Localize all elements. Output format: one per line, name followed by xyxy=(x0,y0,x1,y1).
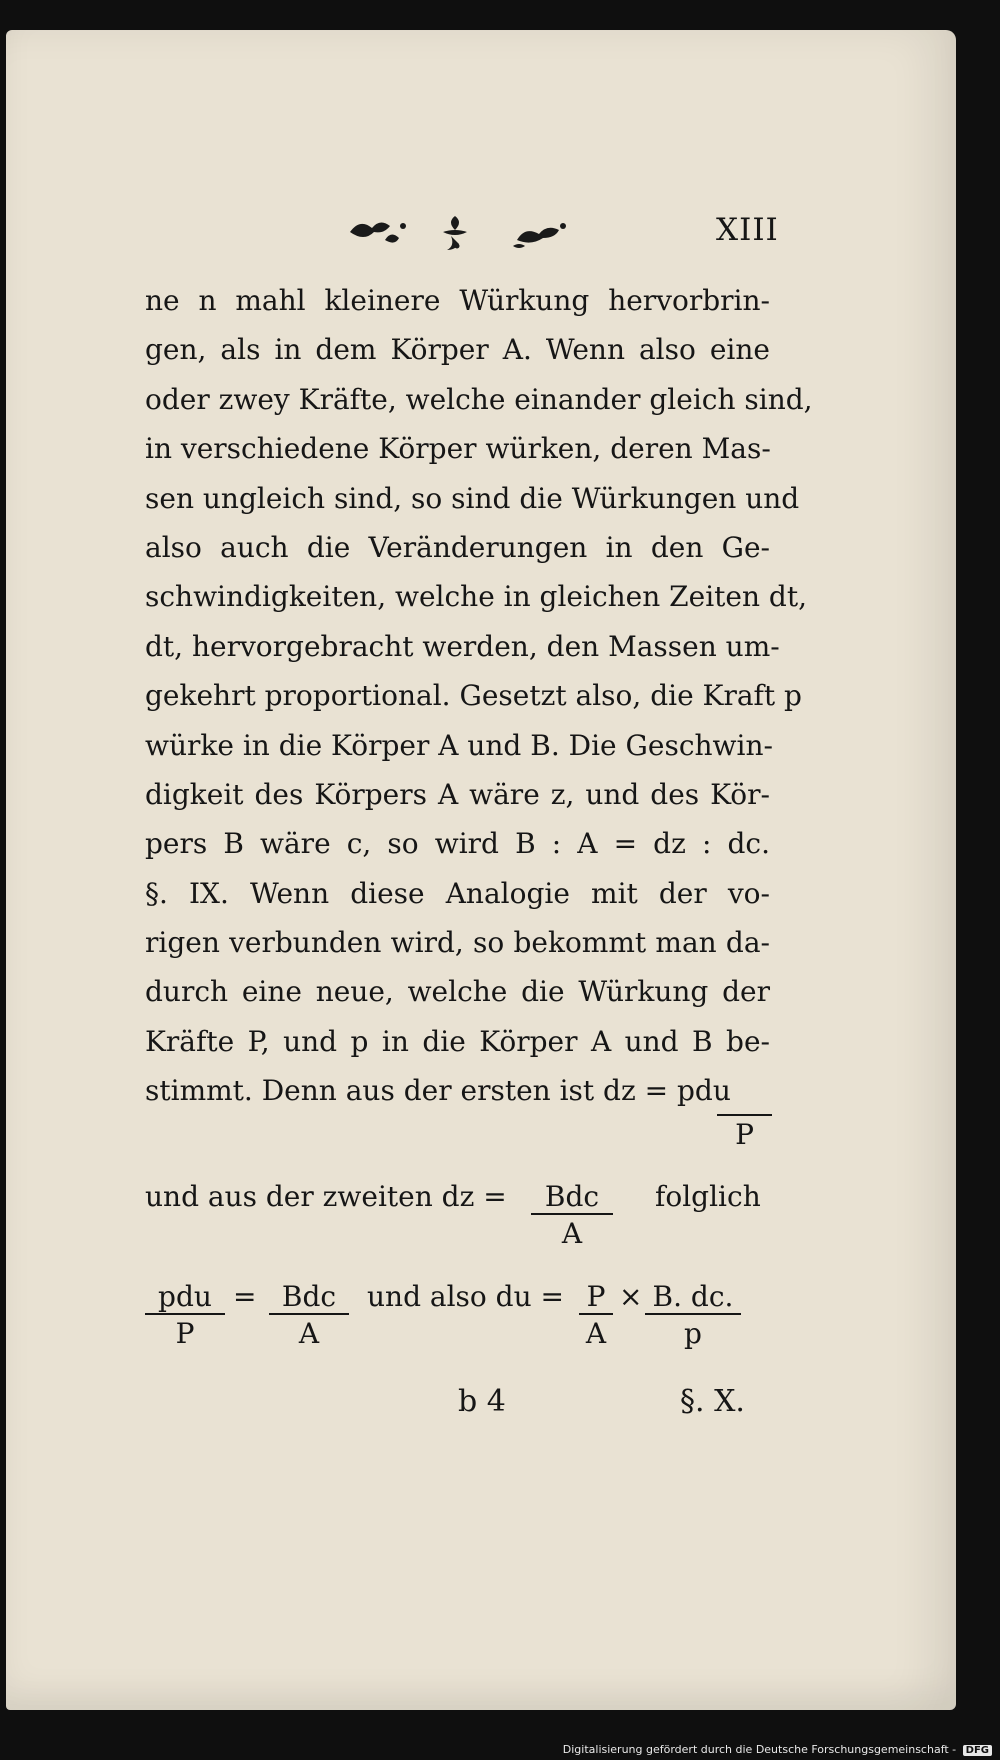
formula-text: und also du = xyxy=(367,1280,564,1313)
text-line: gen, als in dem Körper A. Wenn also eine xyxy=(145,333,770,367)
fraction xyxy=(145,1280,225,1350)
text-line: §. IX. Wenn diese Analogie mit der vo- xyxy=(145,876,770,910)
text-line: rigen verbunden wird, so bekommt man da- xyxy=(145,926,770,960)
text-line: pers B wäre c, so wird B : A = dz : dc. xyxy=(145,827,770,861)
fraction-denominator: p xyxy=(684,1317,702,1350)
fraction-numerator: B. dc. xyxy=(645,1280,741,1315)
fraction-denominator: A xyxy=(585,1317,607,1350)
fraction-denominator: P xyxy=(175,1317,195,1350)
fraction-numerator: Bdc xyxy=(269,1280,349,1315)
text-line: würke in die Körper A und B. Die Geschwin- xyxy=(145,728,773,762)
page-footer xyxy=(0,1384,1000,1428)
text-line: in verschiedene Körper würken, deren Mas- xyxy=(145,432,771,466)
fraction-numerator: pdu xyxy=(145,1280,225,1315)
catchword: §. X. xyxy=(680,1384,745,1419)
page-header xyxy=(0,210,1000,260)
fraction xyxy=(645,1280,741,1350)
text-line: gekehrt proportional. Gesetzt also, die Kraft p xyxy=(145,679,802,713)
fraction-denominator: A xyxy=(561,1217,583,1250)
fraction xyxy=(269,1280,349,1350)
body-text xyxy=(145,276,813,1116)
digitization-credit xyxy=(563,1743,992,1756)
times-sign: × xyxy=(619,1280,643,1313)
text-line: durch eine neue, welche die Würkung der xyxy=(145,975,770,1009)
fraction-denominator: A xyxy=(298,1317,320,1350)
fraction xyxy=(579,1280,613,1350)
text-line: oder zwey Kräfte, welche einander gleich sind, xyxy=(145,382,813,416)
dfg-logo: DFG xyxy=(963,1745,992,1756)
formula-text: und aus der zweiten dz = xyxy=(145,1180,507,1213)
text-line: also auch die Veränderungen in den Ge- xyxy=(145,530,770,564)
page-number: XIII xyxy=(716,212,779,248)
text-line: Kräfte P, und p in die Körper A und B be- xyxy=(145,1024,770,1058)
fraction-numerator: Bdc xyxy=(531,1180,613,1215)
signature-mark: b 4 xyxy=(458,1384,506,1419)
text-line: digkeit des Körpers A wäre z, und des Kör- xyxy=(145,777,770,811)
credit-text: Digitalisierung gefördert durch die Deutsche Forschungsgemeinschaft - xyxy=(562,1743,957,1756)
fraction xyxy=(531,1180,613,1250)
text-line: sen ungleich sind, so sind die Würkungen und xyxy=(145,481,800,515)
formula-text: folglich xyxy=(655,1180,761,1213)
fraction-denominator: P xyxy=(717,1114,772,1151)
text-line: schwindigkeiten, welche in gleichen Zeiten dt, xyxy=(145,580,807,614)
text-line: stimmt. Denn aus der ersten ist dz = pdu xyxy=(145,1074,731,1108)
equals-sign: = xyxy=(233,1280,257,1313)
text-line: ne n mahl kleinere Würkung hervorbrin- xyxy=(145,284,770,317)
text-line: dt, hervorgebracht werden, den Massen um- xyxy=(145,629,780,663)
printers-ornament-icon xyxy=(345,210,585,254)
formula-block xyxy=(145,1118,770,1370)
fraction-numerator: P xyxy=(579,1280,613,1315)
